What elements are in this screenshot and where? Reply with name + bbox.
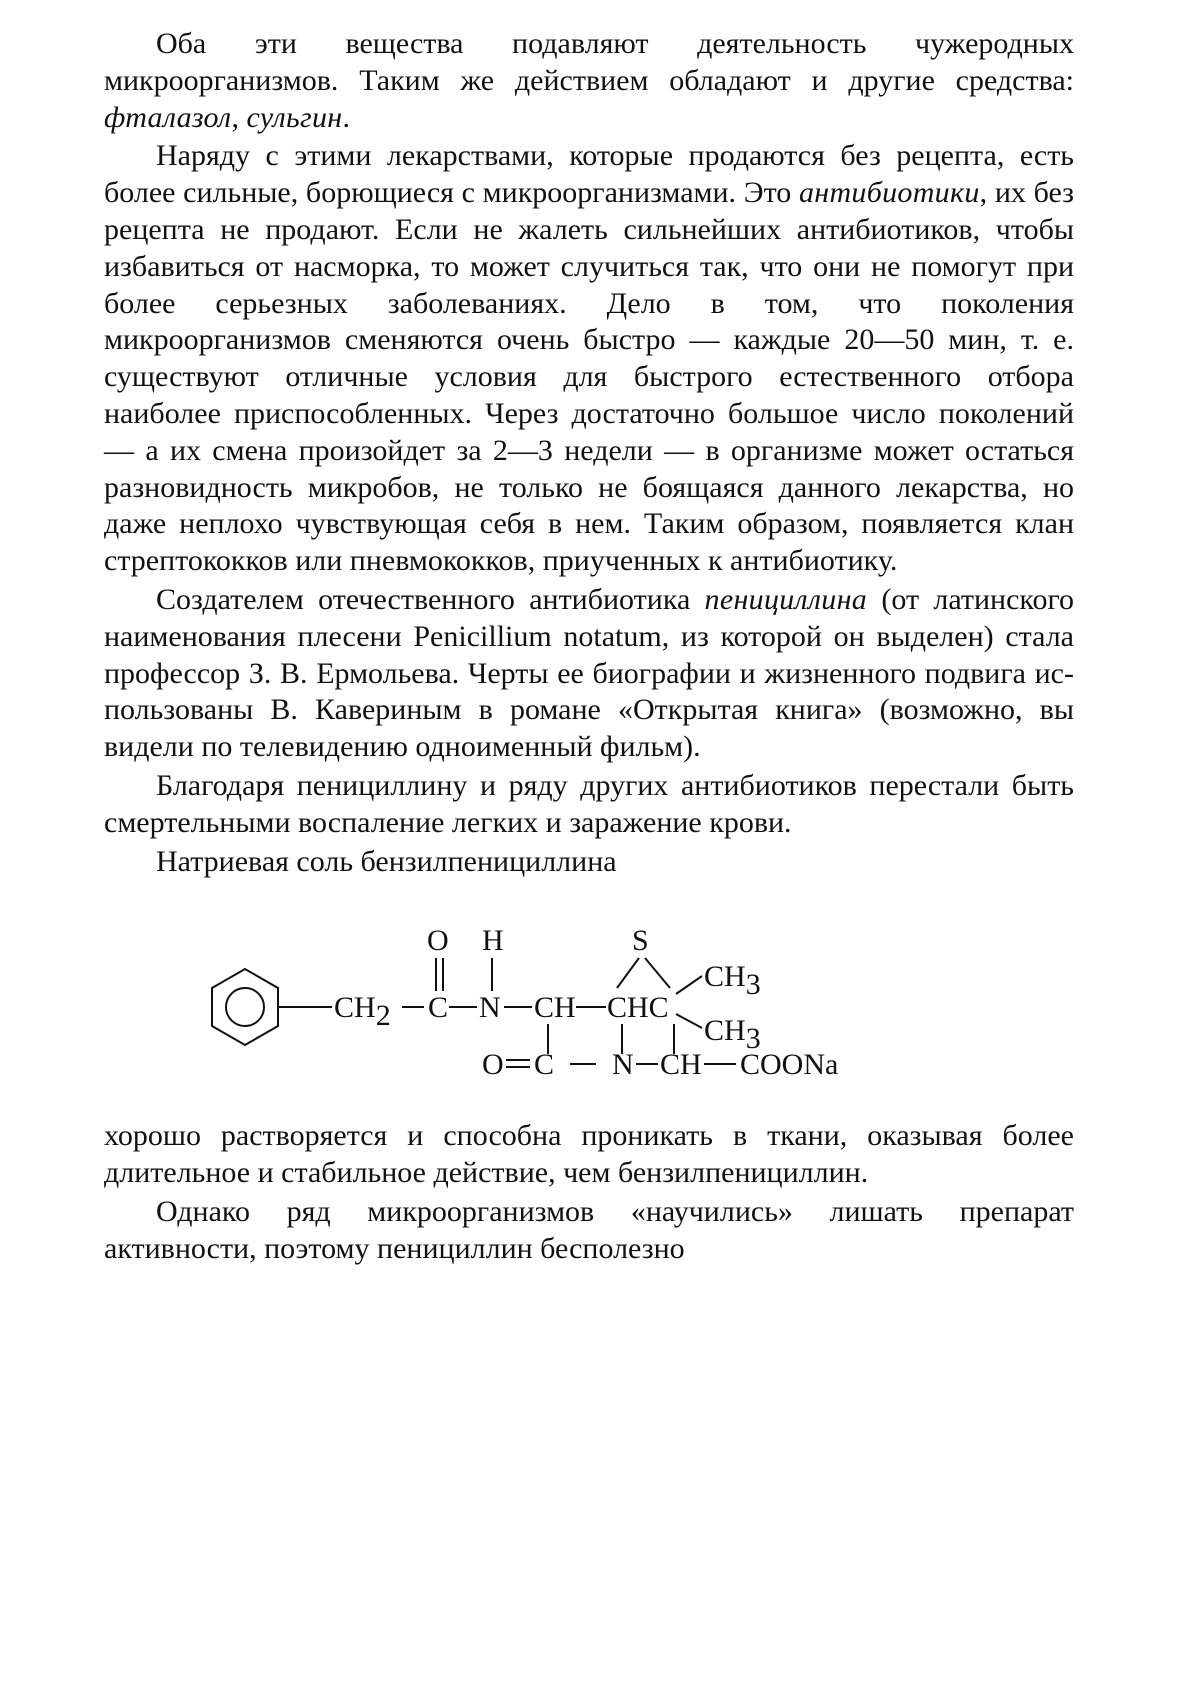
- term-penicillin: пенициллина: [704, 582, 868, 616]
- paragraph-text: (от латинского наименования плесени Penicillium notatum, из которой он выделен) стала профессор З. В. Ермольева. Черты ее биографии и жизненного подвига использованы В. Кавериным в романе «Открытая книга» (возможно, вы видели по телевидению одноименный фильм).: [104, 582, 1075, 764]
- paragraph-text: ,: [231, 100, 247, 134]
- group-ch-alpha: CH: [534, 991, 576, 1025]
- paragraph-4: [104, 768, 1074, 842]
- text-block-bottom: [104, 1118, 1074, 1267]
- bond-c-ch3-upper: [676, 976, 702, 994]
- drug-name-sulgin: сульгин: [246, 100, 343, 134]
- atom-s-top: S: [632, 924, 649, 958]
- paragraph-2: [104, 138, 1074, 580]
- paragraph-text: Однако ряд микроорганизмов «научились» лишать препарат активности, поэтому пенициллин бесполезно: [104, 1194, 1074, 1265]
- atom-c-lactam: C: [534, 1048, 555, 1082]
- atom-n-ring: N: [612, 1048, 634, 1082]
- paragraph-text: .: [342, 100, 350, 134]
- formula-caption: [104, 844, 1074, 881]
- term-antibiotics: антибиотики: [798, 176, 980, 210]
- atom-n-amide: N: [479, 991, 501, 1025]
- group-coona: COONa: [740, 1048, 839, 1082]
- paragraph-1: [104, 26, 1074, 136]
- group-chc: CHC: [607, 991, 669, 1025]
- paragraph-5: [104, 1118, 1074, 1192]
- group-ch3-upper: CH3: [704, 960, 761, 1002]
- paragraph-text: Создателем отечественного антибиотика: [156, 582, 705, 616]
- benzene-ring: [212, 969, 278, 1045]
- group-ch-lower: CH: [660, 1048, 702, 1082]
- formula-drawing: [104, 896, 1074, 1118]
- paragraph-text: , их без рецепта не продают. Если не жалеть сильнейших антибиотиков, чтобы избавиться от насморка, то может случиться так, что они не помогут при более серьезных заболеваниях. Дело в том, что поколения микроорганизмов сменяются очень быстро — каждые 20—50 мин, т. е. существуют отличные условия для быстрого естественного отбора наиболее приспособленных. Через достаточно большое число поколений — а их смена произойдет за 2—3 недели — в организме может остаться разновидность микробов, не только не боящаяся данного лекарства, но даже неплохо чувствующая себя в нем. Таким образом, появляется клан стрептококков или пневмококков, приученных к антибиотику.: [104, 176, 1074, 578]
- paragraph-text: Оба эти вещества подавляют деятельность чужеродных микроорганизмов. Таким же действием обладают и другие средства:: [104, 27, 1074, 97]
- atom-o-top: O: [427, 924, 449, 958]
- text-block-top: [104, 26, 1074, 880]
- paragraph-text: Наряду с этими лекарствами, которые продаются без рецепта, есть более сильные, борющиеся с микроорганизмами. Это: [104, 139, 1074, 210]
- formula-caption-text: Натриевая соль бензилпенициллина: [156, 844, 617, 878]
- drug-name-ftalazol: фталазол: [104, 100, 232, 134]
- benzene-inner-circle: [226, 988, 264, 1026]
- atom-h-top: H: [482, 924, 504, 958]
- bond-s-right: [645, 958, 670, 988]
- page: [104, 26, 1074, 1268]
- paragraph-text: Благодаря пенициллину и ряду других антибиотиков перестали быть смертельными воспаление легких и заражение крови.: [104, 768, 1074, 839]
- atom-o-lactam: O: [482, 1048, 504, 1082]
- paragraph-3: [104, 582, 1074, 766]
- group-ch3-lower: CH3: [704, 1014, 761, 1056]
- atom-c-carbonyl: C: [428, 991, 449, 1025]
- bond-c-ch3-lower: [676, 1014, 702, 1028]
- group-ch2: CH2: [334, 991, 391, 1033]
- structural-formula: [104, 896, 1074, 1118]
- paragraph-6: [104, 1194, 1074, 1268]
- paragraph-text: хорошо растворяется и способна проникать в ткани, оказывая более длительное и стабильное действие, чем бензилпенициллин.: [104, 1119, 1074, 1190]
- bond-s-left: [617, 958, 639, 988]
